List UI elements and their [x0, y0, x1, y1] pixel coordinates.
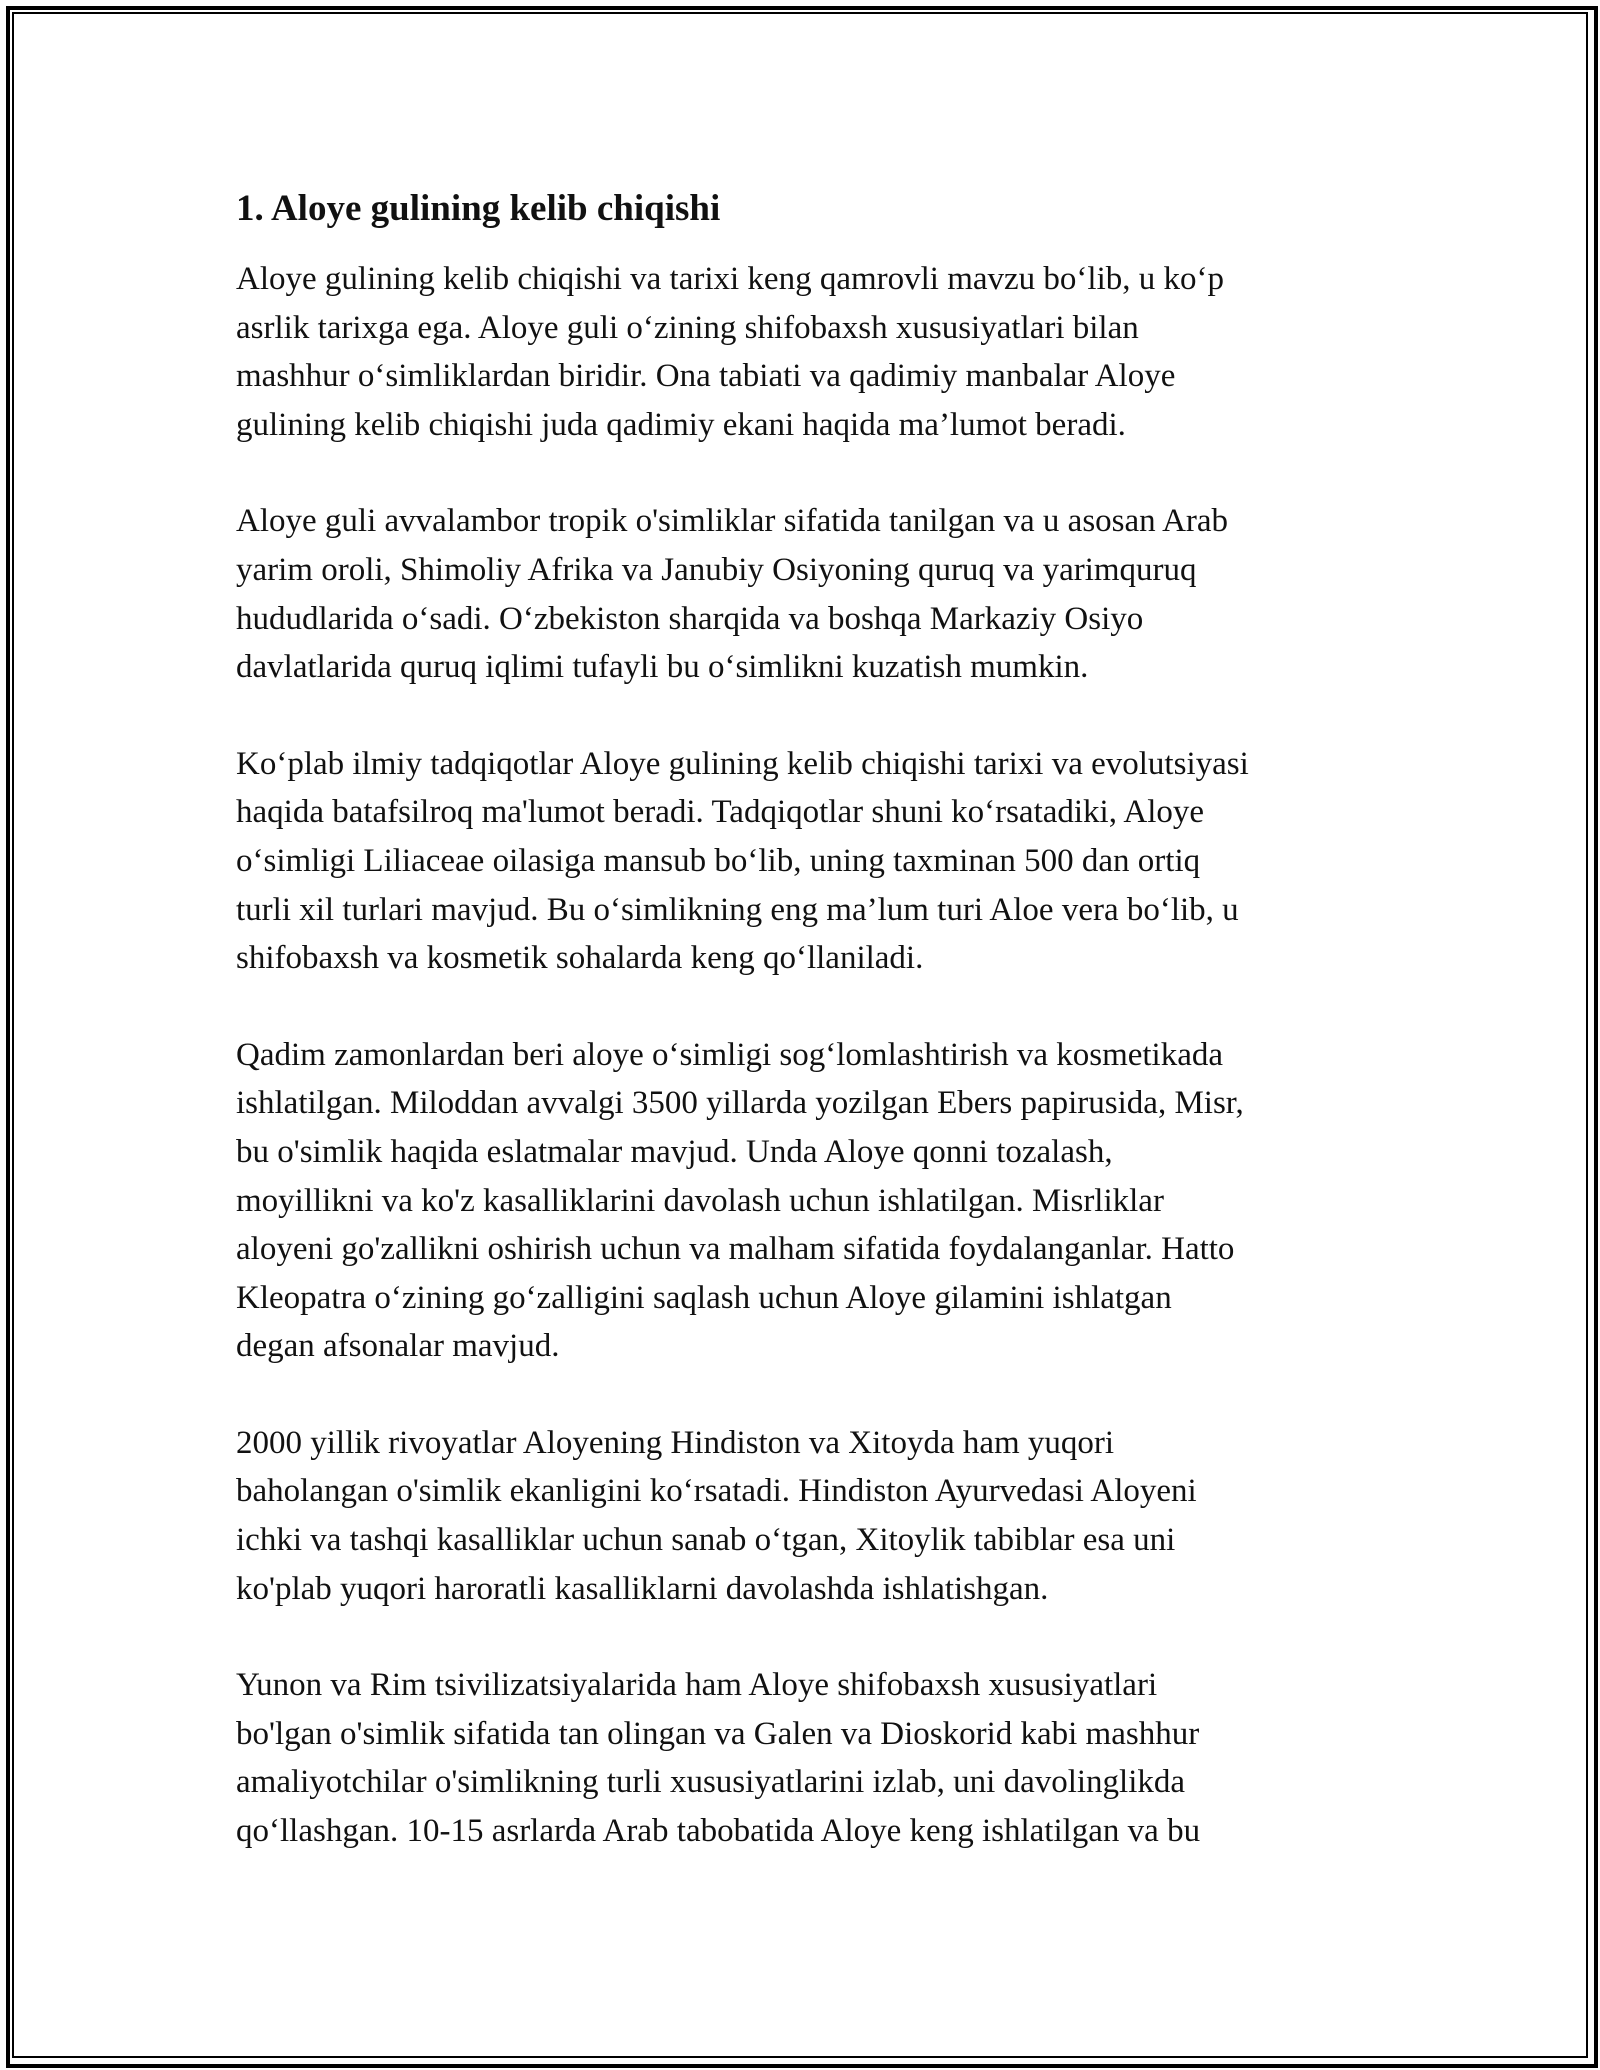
text-line: asrlik tarixga ega. Aloye guli o‘zining shifobaxsh xususiyatlari bilan [236, 309, 1139, 346]
text-line: Yunon va Rim tsivilizatsiyalarida ham Aloye shifobaxsh xususiyatlari [236, 1667, 1158, 1704]
paragraph-1 [236, 255, 1386, 449]
text-line: shifobaxsh va kosmetik sohalarda keng qo‘llaniladi. [236, 940, 924, 977]
paragraph-4 [236, 1031, 1386, 1371]
paragraph-5 [236, 1419, 1386, 1613]
text-line: ko'plab yuqori haroratli kasalliklarni davolashda ishlatishgan. [236, 1570, 1049, 1607]
text-line: o‘simligi Liliaceae oilasiga mansub bo‘lib, uning taxminan 500 dan ortiq [236, 842, 1201, 879]
text-line: gulining kelib chiqishi juda qadimiy ekani haqida ma’lumot beradi. [236, 406, 1126, 443]
section-heading: 1. Aloye gulining kelib chiqishi [236, 188, 721, 229]
text-line: Kleopatra o‘zining go‘zalligini saqlash uchun Aloye gilamini ishlatgan [236, 1279, 1172, 1316]
document-body [236, 185, 1386, 1904]
text-line: amaliyotchilar o'simlikning turli xususiyatlarini izlab, uni davolinglikda [236, 1764, 1186, 1801]
text-line: bo'lgan o'simlik sifatida tan olingan va Galen va Dioskorid kabi mashhur [236, 1715, 1200, 1752]
text-line: yarim oroli, Shimoliy Afrika va Janubiy Osiyoning quruq va yarimquruq [236, 551, 1197, 588]
text-line: mashhur o‘simliklardan biridir. Ona tabiati va qadimiy manbalar Aloye [236, 358, 1176, 395]
text-line: hududlarida o‘sadi. O‘zbekiston sharqida va boshqa Markaziy Osiyo [236, 600, 1144, 637]
text-line: baholangan o'simlik ekanligini ko‘rsatadi. Hindiston Ayurvedasi Aloyeni [236, 1473, 1197, 1510]
paragraph-3 [236, 740, 1386, 983]
text-line: davlatlarida quruq iqlimi tufayli bu o‘simlikni kuzatish mumkin. [236, 649, 1089, 686]
text-line: turli xil turlari mavjud. Bu o‘simlikning eng ma’lum turi Aloe vera bo‘lib, u [236, 891, 1239, 928]
paragraph-6 [236, 1661, 1386, 1855]
text-line: bu o'simlik haqida eslatmalar mavjud. Unda Aloye qonni tozalash, [236, 1133, 1113, 1170]
text-line: ichki va tashqi kasalliklar uchun sanab o‘tgan, Xitoylik tabiblar esa uni [236, 1522, 1176, 1559]
text-line: Ko‘plab ilmiy tadqiqotlar Aloye gulining kelib chiqishi tarixi va evolutsiyasi [236, 745, 1249, 782]
text-line: haqida batafsilroq ma'lumot beradi. Tadqiqotlar shuni ko‘rsatadiki, Aloye [236, 794, 1205, 831]
paragraph-2 [236, 497, 1386, 691]
text-line: degan afsonalar mavjud. [236, 1328, 560, 1365]
text-line: qo‘llashgan. 10-15 asrlarda Arab tabobatida Aloye keng ishlatilgan va bu [236, 1813, 1201, 1850]
text-line: moyillikni va ko'z kasalliklarini davolash uchun ishlatilgan. Misrliklar [236, 1182, 1164, 1219]
text-line: aloyeni go'zallikni oshirish uchun va malham sifatida foydalanganlar. Hatto [236, 1231, 1235, 1268]
text-line: Qadim zamonlardan beri aloye o‘simligi sog‘lomlashtirish va kosmetikada [236, 1036, 1224, 1073]
text-line: 2000 yillik rivoyatlar Aloyening Hindiston va Xitoyda ham yuqori [236, 1424, 1115, 1461]
text-line: Aloye guli avvalambor tropik o'simliklar sifatida tanilgan va u asosan Arab [236, 503, 1229, 540]
text-line: Aloye gulining kelib chiqishi va tarixi keng qamrovli mavzu bo‘lib, u ko‘p [236, 261, 1224, 297]
text-line: ishlatilgan. Miloddan avvalgi 3500 yillarda yozilgan Ebers papirusida, Misr, [236, 1085, 1244, 1122]
